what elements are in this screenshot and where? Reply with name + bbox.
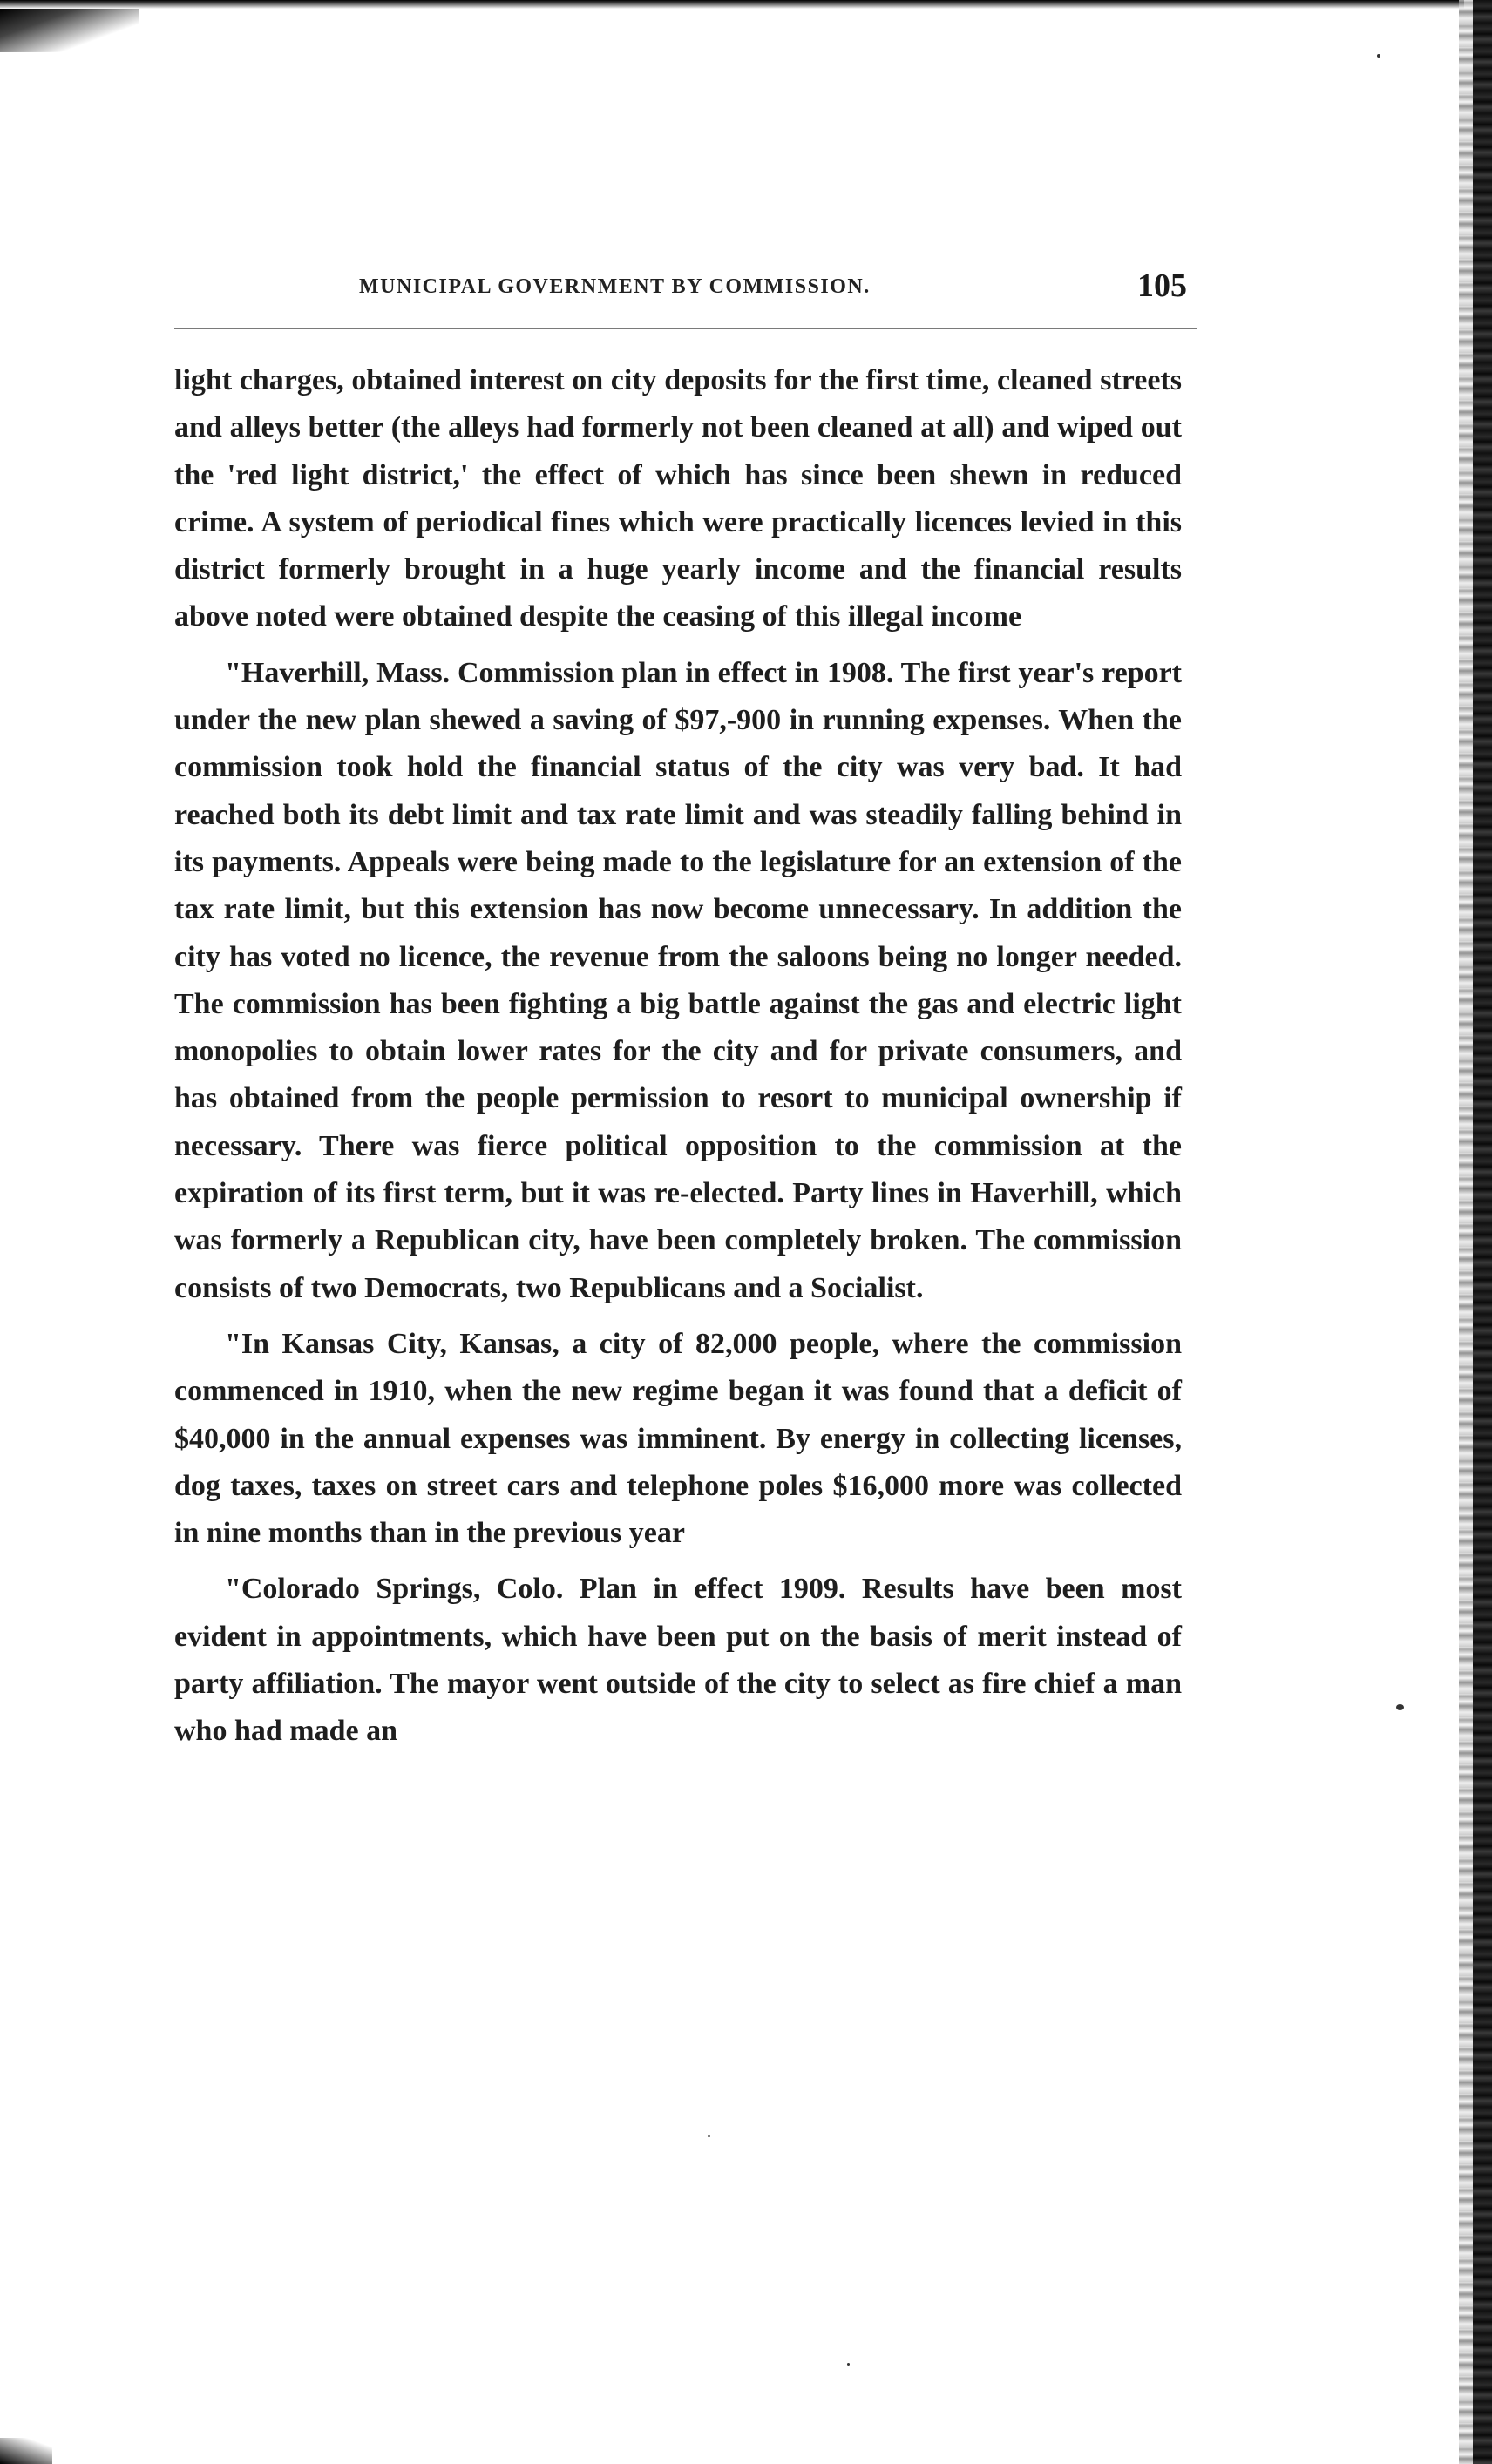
scan-right-edge [1473,0,1492,2464]
scan-top-edge [0,0,1464,9]
paragraph-colorado-springs: "Colorado Springs, Colo. Plan in effect 1909. Results have been most evident in appointments, which have been put on the basis of merit instead of party affiliation. The mayor went outside of the city to select as fire chief a man who had made an [174,1573,1182,1748]
scan-speck [708,2135,710,2137]
scan-speck [1377,54,1380,58]
scan-speck [1396,1704,1404,1710]
scan-corner-shadow [0,9,139,52]
header-rule [174,328,1197,329]
scan-corner-shadow-bottom [0,2438,52,2464]
page-body [174,357,1182,1756]
running-head [318,267,1200,314]
paragraph-haverhill: "Haverhill, Mass. Commission plan in effect in 1908. The first year's report under the new plan shewed a saving of $97,-900 in running expenses. When the commission took hold the financial status of the city was very bad. It had reached both its debt limit and tax rate limit and was steadily falling behind in its payments. Appeals were being made to the legislature for an extension of the tax rate limit, but this extension has now become unnecessary. In addition the city has voted no licence, the revenue from the saloons being no longer needed. The commission has been fighting a big battle against the gas and electric light monopolies to obtain lower rates for the city and for private consumers, and has obtained from the people permission to resort to municipal ownership if necessary. There was fierce political opposition to the commission at the expiration of its first term, but it was re-elected. Party lines in Haverhill, which was formerly a Republican city, have been completely broken. The commission consists of two Democrats, two Republicans and a Socialist. [174,656,1182,1304]
paragraph-continued: light charges, obtained interest on city deposits for the first time, cleaned streets and alleys better (the alleys had formerly not been cleaned at all) and wiped out the 'red light district,' the effect of which has since been shewn in reduced crime. A system of periodical fines which were practically licences levied in this district formerly brought in a huge yearly income and the financial results above noted were obtained despite the ceasing of this illegal income [174,364,1182,633]
paragraph-kansas-city: "In Kansas City, Kansas, a city of 82,000 people, where the commission commenced in 1910, when the new regime began it was found that a deficit of $40,000 in the annual expenses was imminent. By energy in collecting licenses, dog taxes, taxes on street cars and telephone poles $16,000 more was collected in nine months than in the previous year [174,1327,1182,1550]
scan-binding-shadow [1459,0,1473,2464]
running-title: MUNICIPAL GOVERNMENT BY COMMISSION. [359,275,871,298]
scan-speck [847,2363,850,2366]
page-number: 105 [1137,267,1187,304]
